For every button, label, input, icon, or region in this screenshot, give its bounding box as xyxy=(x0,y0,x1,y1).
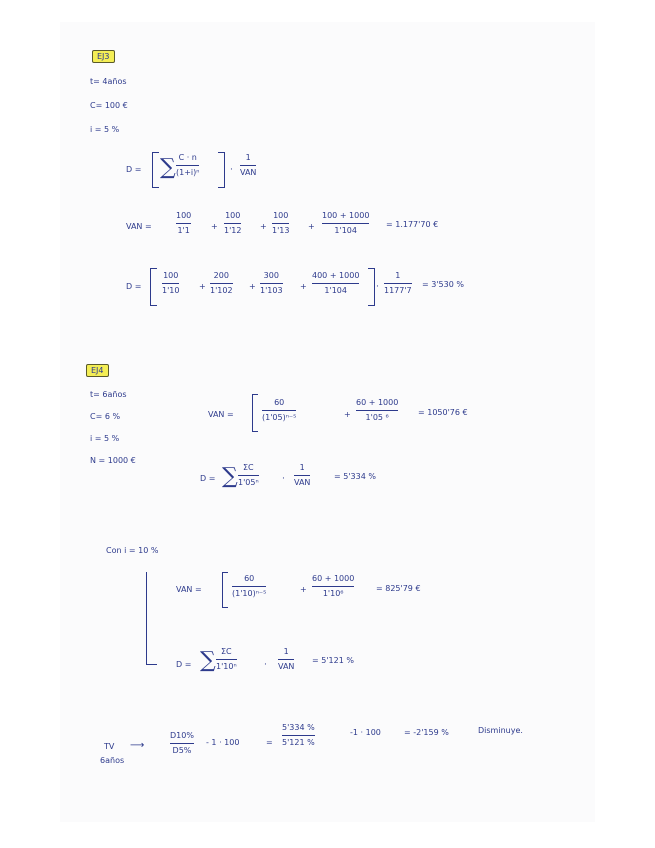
tv-fraction-1: D10% D5% xyxy=(170,731,194,755)
tv-minus-one-2: -1 · 100 xyxy=(350,728,381,737)
ej4-d-inverse-van: 1 VAN xyxy=(294,463,311,487)
tv-label: TV xyxy=(104,742,115,751)
tv-result: = -2'159 % xyxy=(404,728,449,737)
ej4-van-result: = 1050'76 € xyxy=(418,408,468,417)
bracket-left xyxy=(222,572,228,608)
ej3-given-c: C= 100 € xyxy=(90,101,128,110)
tv-note: Disminuye. xyxy=(478,726,523,735)
ej3-van-lhs: VAN = xyxy=(126,222,152,231)
ej3-d-dot: · xyxy=(230,165,233,175)
dot: · xyxy=(264,660,267,670)
case-d-lhs: D = xyxy=(176,660,192,669)
ej3-d-term-3: 300 1'103 xyxy=(260,271,283,295)
ej3-d-lhs: D = xyxy=(126,282,142,291)
bracket-left xyxy=(150,268,157,306)
ej3-van-result: = 1.177'70 € xyxy=(386,220,439,229)
plus-sign: + xyxy=(300,585,307,594)
case-d-fraction: ΣC 1'10ⁿ xyxy=(216,647,237,671)
ej4-given-c: C= 6 % xyxy=(90,412,121,421)
case-van-lhs: VAN = xyxy=(176,585,202,594)
plus-sign: + xyxy=(249,282,256,291)
ej3-d-fraction: C · n (1+i)ⁿ xyxy=(176,153,200,177)
case-van-result: = 825'79 € xyxy=(376,584,421,593)
sum-symbol: ∑ xyxy=(160,155,176,180)
bracket-right xyxy=(218,152,225,188)
case-d-result: = 5'121 % xyxy=(312,656,354,665)
plus-sign: + xyxy=(260,222,267,231)
plus-sign: + xyxy=(344,410,351,419)
ej4-label: EJ4 xyxy=(86,364,109,377)
ej3-d-formula-lhs: D = xyxy=(126,165,142,174)
ej4-d-result: = 5'334 % xyxy=(334,472,376,481)
ej3-label: EJ3 xyxy=(92,50,115,63)
ej3-d-result: = 3'530 % xyxy=(422,280,464,289)
ej3-d-term-4: 400 + 1000 1'104 xyxy=(312,271,360,295)
ej4-given-i: i = 5 % xyxy=(90,434,120,443)
tv-fraction-2: 5'334 % 5'121 % xyxy=(282,723,315,747)
ej4-given-n: N = 1000 € xyxy=(90,456,136,465)
tv-equals: = xyxy=(266,738,273,747)
tv-minus-one: - 1 · 100 xyxy=(206,738,240,747)
case-d-inverse-van: 1 VAN xyxy=(278,647,295,671)
sum-symbol: ∑ xyxy=(200,648,216,673)
dot: · xyxy=(282,474,285,484)
ej3-d-inverse-van: 1 VAN xyxy=(240,153,257,177)
ej3-van-term-2: 100 1'12 xyxy=(224,211,242,235)
ej3-given-i: i = 5 % xyxy=(90,125,120,134)
ej3-given-t: t= 4años xyxy=(90,77,127,86)
notebook-page xyxy=(60,22,595,822)
ej4-van-term-1: 60 (1'05)ⁿ⁻⁵ xyxy=(262,398,297,422)
case-van-term-2: 60 + 1000 1'10⁶ xyxy=(312,574,355,598)
ej4-given-t: t= 6años xyxy=(90,390,127,399)
dot: · xyxy=(376,282,379,292)
ej3-van-term-3: 100 1'13 xyxy=(272,211,290,235)
bracket-right xyxy=(368,268,375,306)
arrow-right-icon: ⟶ xyxy=(130,740,145,751)
case-van-term-1: 60 (1'10)ⁿ⁻⁵ xyxy=(232,574,267,598)
ej4-van-term-2: 60 + 1000 1'05 ⁶ xyxy=(356,398,399,422)
plus-sign: + xyxy=(211,222,218,231)
ej3-van-term-4: 100 + 1000 1'104 xyxy=(322,211,370,235)
case-label: Con i = 10 % xyxy=(106,546,159,555)
plus-sign: + xyxy=(300,282,307,291)
tv-sublabel: 6años xyxy=(100,756,125,765)
ej4-van-lhs: VAN = xyxy=(208,410,234,419)
ej3-d-inverse-van: 1 1177'7 xyxy=(384,271,412,295)
ej3-d-term-1: 100 1'10 xyxy=(162,271,180,295)
plus-sign: + xyxy=(199,282,206,291)
plus-sign: + xyxy=(308,222,315,231)
sum-symbol: ∑ xyxy=(222,464,238,489)
bracket-left xyxy=(152,152,159,188)
ej4-d-lhs: D = xyxy=(200,474,216,483)
ej4-d-fraction: ΣC 1'05ⁿ xyxy=(238,463,259,487)
case-brace xyxy=(146,572,157,665)
bracket-left xyxy=(252,394,258,432)
ej3-van-term-1: 100 1'1 xyxy=(176,211,192,235)
ej3-d-term-2: 200 1'102 xyxy=(210,271,233,295)
